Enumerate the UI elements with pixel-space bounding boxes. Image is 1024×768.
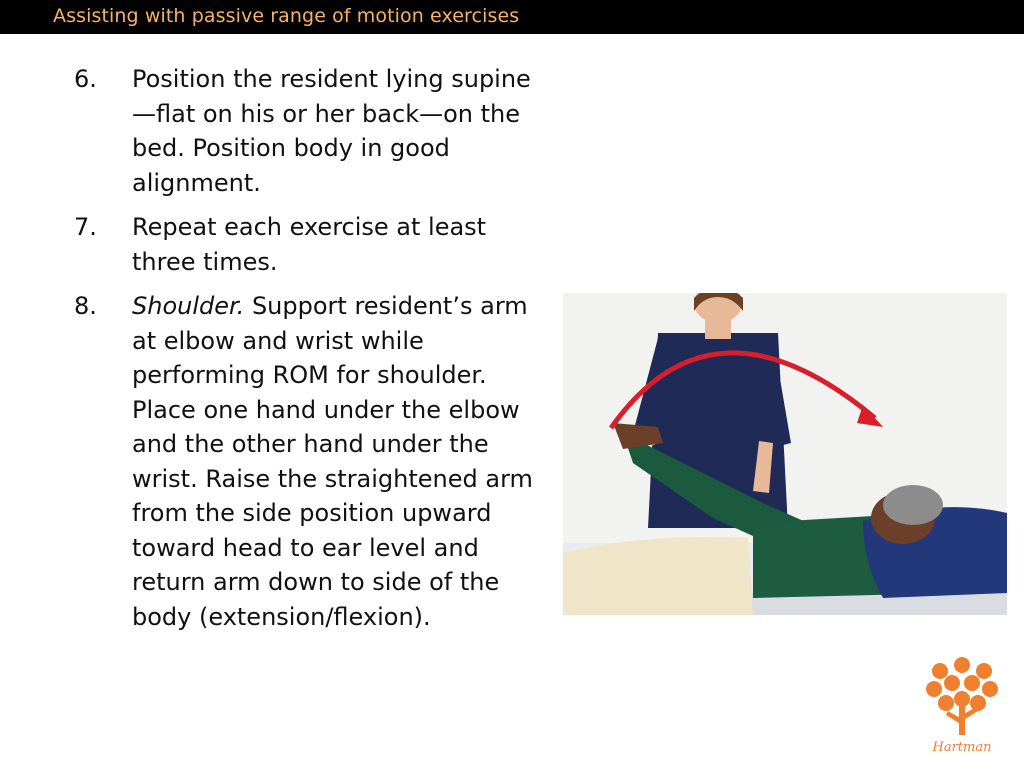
step-number: 7. (74, 213, 97, 241)
logo-text: Hartman (932, 740, 992, 755)
step-6 (74, 62, 544, 200)
step-text: Position the resident lying supine—flat on his or her back—on the bed. Position body in good alignment. (132, 65, 531, 197)
hartman-tree-logo-icon (922, 653, 1002, 757)
procedure-steps (74, 62, 544, 644)
nurse-assisting-shoulder-rom-photo (563, 293, 1007, 615)
slide-title: Assisting with passive range of motion exercises (53, 5, 520, 27)
step-text (132, 289, 544, 634)
title-bar (0, 0, 1024, 34)
step-body: Support resident’s arm at elbow and wrist while performing ROM for shoulder. Place one hand under the elbow and the other hand under the wrist. Raise the straightened arm from the side position upward toward head to ear level and return arm down to side of the body (extension/flexion). (132, 292, 533, 631)
step-emphasis: Shoulder. (132, 292, 245, 320)
step-number: 8. (74, 292, 97, 320)
step-number: 6. (74, 65, 97, 93)
step-7 (74, 210, 544, 279)
step-8 (74, 289, 544, 634)
step-text: Repeat each exercise at least three times. (132, 213, 487, 276)
